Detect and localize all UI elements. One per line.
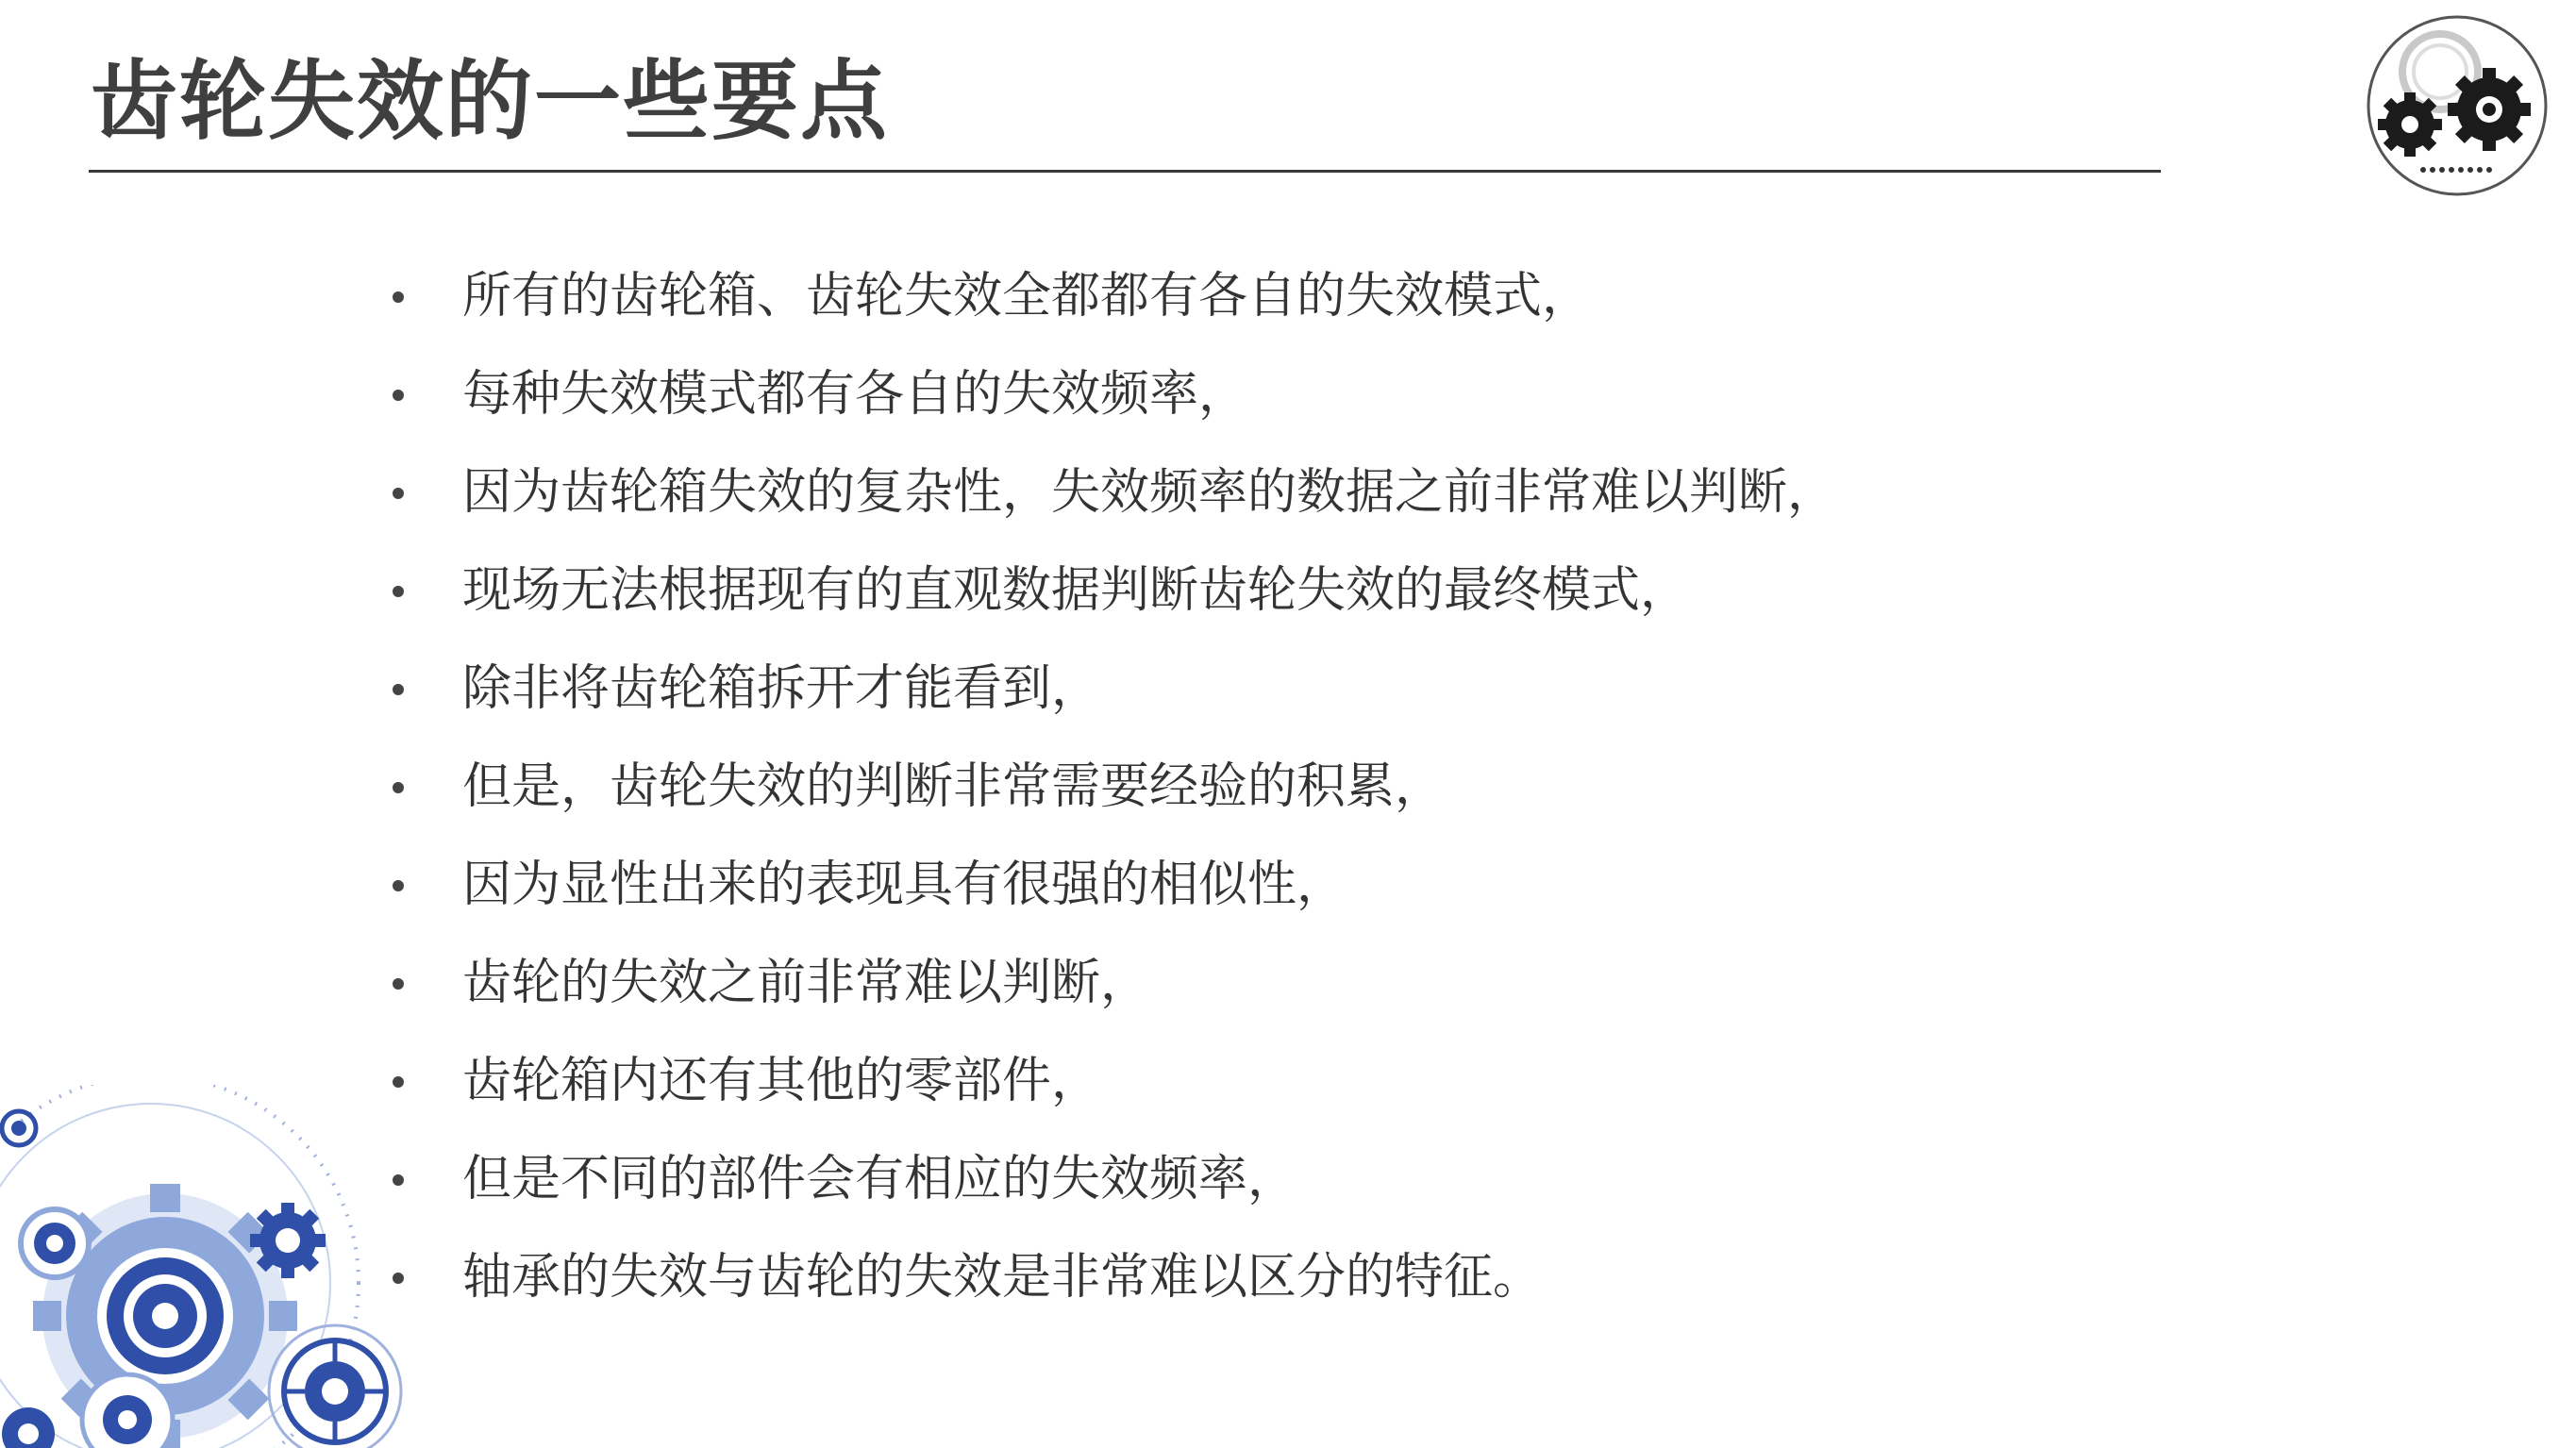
list-item: [385, 1228, 1836, 1326]
bullet-text: 除非将齿轮箱拆开才能看到，: [462, 660, 1101, 717]
slide-title: 齿轮失效的一些要点: [91, 51, 890, 152]
bullet-text: 轴承的失效与齿轮的失效是非常难以区分的特征。: [462, 1249, 1543, 1306]
bullet-text: 但是不同的部件会有相应的失效频率，: [462, 1151, 1297, 1207]
bullet-dot: [393, 1273, 404, 1284]
list-item: [385, 541, 1836, 640]
bullet-dot: [393, 390, 404, 401]
bullet-dot: [393, 684, 404, 695]
list-item: [385, 934, 1836, 1032]
bullet-text: 现场无法根据现有的直观数据判断齿轮失效的最终模式，: [462, 562, 1690, 619]
blue-gears-decoration-icon: [0, 1085, 443, 1448]
bullet-dot: [393, 488, 404, 499]
list-item: [385, 345, 1836, 443]
bullet-dot: [393, 1174, 404, 1186]
bullet-text: 因为显性出来的表现具有很强的相似性，: [462, 857, 1347, 913]
bullet-dot: [393, 586, 404, 597]
list-item: [385, 1032, 1836, 1130]
bullet-text: 齿轮箱内还有其他的零部件，: [462, 1053, 1101, 1109]
bullet-text: 每种失效模式都有各自的失效频率，: [462, 366, 1248, 423]
bullet-dot: [393, 978, 404, 990]
list-item: [385, 836, 1836, 934]
list-item: [385, 738, 1836, 836]
bullet-dot: [393, 880, 404, 891]
title-underline: [89, 170, 2161, 173]
bullet-list: [385, 247, 1836, 1326]
bullet-text: 所有的齿轮箱、齿轮失效全都都有各自的失效模式，: [462, 268, 1592, 325]
bullet-text: 齿轮的失效之前非常难以判断，: [462, 955, 1150, 1011]
list-item: [385, 247, 1836, 345]
list-item: [385, 1130, 1836, 1228]
bullet-text: 但是，齿轮失效的判断非常需要经验的积累，: [462, 758, 1445, 815]
list-item: [385, 640, 1836, 738]
gears-logo-icon: [2365, 13, 2550, 198]
bullet-text: 因为齿轮箱失效的复杂性，失效频率的数据之前非常难以判断，: [462, 464, 1837, 521]
bullet-dot: [393, 291, 404, 303]
list-item: [385, 443, 1836, 541]
bullet-dot: [393, 1076, 404, 1088]
bullet-dot: [393, 782, 404, 793]
